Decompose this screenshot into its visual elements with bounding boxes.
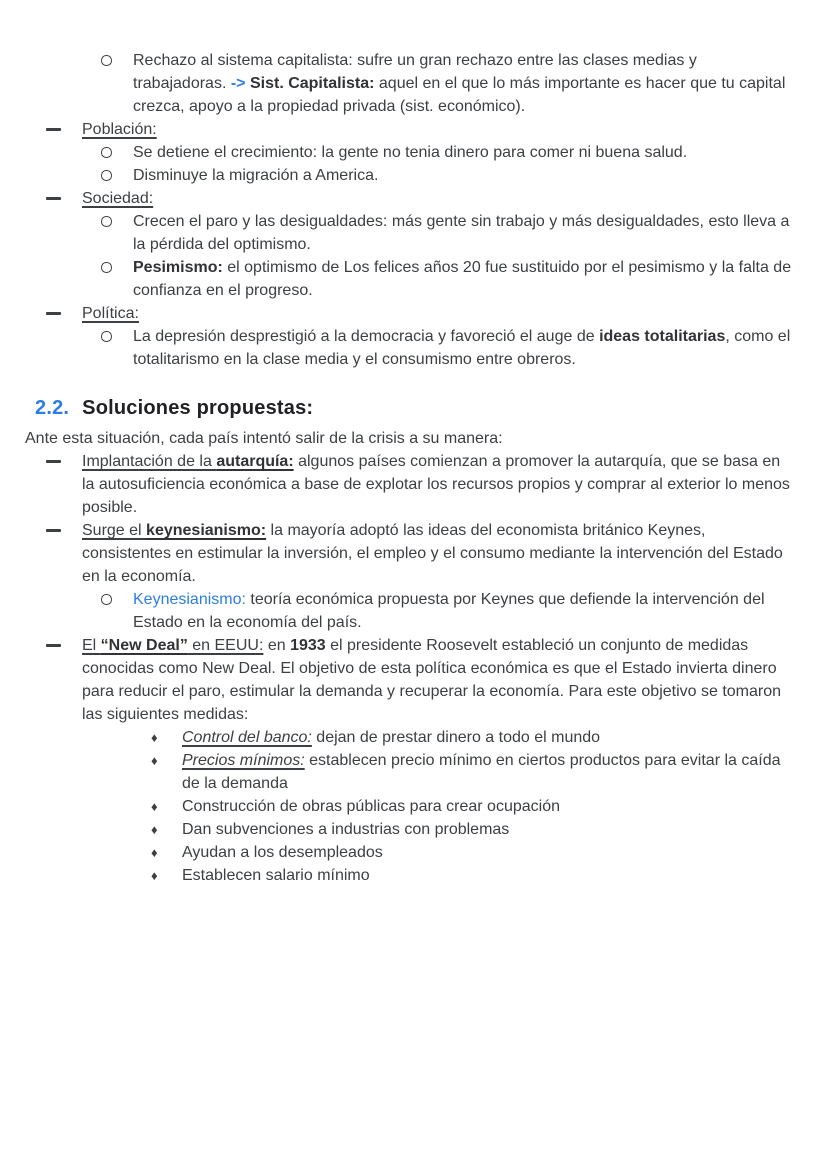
circle-bullet-icon <box>101 216 112 227</box>
text-segment: Rechazo al sistema capitalista: sufre un gran rechazo entre las clases medias y trabajadoras. <box>133 52 697 92</box>
text-segment: aquel en el que lo más importante es hacer que tu capital crezca, apoyo a la propiedad privada (sist. económico). <box>133 75 786 115</box>
text-segment: Precios mínimos: <box>182 752 305 769</box>
list-item-text <box>82 634 793 726</box>
dash-bullet-icon <box>46 644 61 647</box>
text-segment: la mayoría adoptó las ideas del economista británico Keynes, consistentes en estimular la inversión, el empleo y el consumo mediante la intervención del Estado en la economía. <box>82 522 783 585</box>
list-item-text <box>133 141 793 164</box>
heading-number: 2.2. <box>35 397 70 419</box>
dash-bullet-icon <box>46 529 61 532</box>
list-item <box>0 519 793 588</box>
text-segment: -> <box>230 75 250 92</box>
list-item-text <box>133 588 793 634</box>
diamond-bullet-icon: ♦ <box>151 799 158 814</box>
paragraph <box>0 427 793 450</box>
list-item <box>0 118 793 141</box>
text-segment: Control del banco: <box>182 729 312 746</box>
list-item <box>0 841 793 864</box>
list-item-text <box>182 841 793 864</box>
list-item-text <box>133 164 793 187</box>
list-item-text <box>182 818 793 841</box>
dash-bullet-icon <box>46 197 61 200</box>
diamond-bullet-icon: ♦ <box>151 868 158 883</box>
list-item-text <box>82 187 793 210</box>
list-item <box>0 164 793 187</box>
list-item <box>0 49 793 118</box>
text-segment: La depresión desprestigió a la democracia y favoreció el auge de <box>133 328 600 345</box>
list-item-text <box>182 749 793 795</box>
list-item <box>0 187 793 210</box>
list-item-text <box>133 325 793 371</box>
text-segment: Crecen el paro y las desigualdades: más gente sin trabajo y más desigualdades, esto lleva a la pérdida del optimismo. <box>133 213 790 253</box>
text-segment: ideas totalitarias <box>599 328 726 345</box>
text-segment: Implantación de la <box>82 453 217 470</box>
text-segment: Surge el <box>82 522 147 539</box>
circle-bullet-icon <box>101 331 112 342</box>
text-segment: “New Deal” <box>100 637 188 654</box>
text-segment: 1933 <box>290 637 326 654</box>
text-segment: en EEUU: <box>187 637 264 654</box>
list-item <box>0 749 793 795</box>
text-segment: algunos países comienzan a promover la autarquía, que se basa en la autosuficiencia económica a base de explotar los recursos propios y comprar al exterior lo menos posible. <box>82 453 790 516</box>
list-item-text <box>182 726 793 749</box>
circle-bullet-icon <box>101 170 112 181</box>
text-segment: el presidente Roosevelt estableció un conjunto de medidas conocidas como New Deal. El objetivo de esta política económica es que el Estado invierta dinero para reducir el paro, estimular la demanda y recuperar la economía. Para este objetivo se tomaron las siguientes medidas: <box>82 637 782 723</box>
text-segment: Pesimismo: <box>133 259 223 276</box>
circle-bullet-icon <box>101 262 112 273</box>
section-heading <box>0 393 793 423</box>
text-segment: autarquía: <box>216 453 294 470</box>
text-segment: El <box>82 637 101 654</box>
list-item <box>0 302 793 325</box>
list-item <box>0 450 793 519</box>
list-item-text <box>133 256 793 302</box>
list-item-text <box>182 864 793 887</box>
list-item <box>0 141 793 164</box>
text-segment: Sist. Capitalista: <box>249 75 375 92</box>
text-segment: Dan subvenciones a industrias con problemas <box>182 821 510 838</box>
diamond-bullet-icon: ♦ <box>151 753 158 768</box>
text-segment: teoría económica propuesta por Keynes que defiende la intervención del Estado en la economía del país. <box>133 591 765 631</box>
list-item-text <box>182 795 793 818</box>
diamond-bullet-icon: ♦ <box>151 730 158 745</box>
list-item-text <box>82 450 793 519</box>
list-item <box>0 864 793 887</box>
text-segment: Keynesianismo: <box>133 591 246 608</box>
text-segment: establecen precio mínimo en ciertos productos para evitar la caída de la demanda <box>182 752 781 792</box>
dash-bullet-icon <box>46 128 61 131</box>
text-segment: Construcción de obras públicas para crear ocupación <box>182 798 560 815</box>
text-segment: Se detiene el crecimiento: la gente no tenia dinero para comer ni buena salud. <box>133 144 688 161</box>
text-segment: Disminuye la migración a America. <box>133 167 379 184</box>
list-item <box>0 256 793 302</box>
list-item-text <box>133 49 793 118</box>
text-segment: Sociedad: <box>82 190 154 207</box>
circle-bullet-icon <box>101 147 112 158</box>
text-segment: en <box>263 637 291 654</box>
circle-bullet-icon <box>101 55 112 66</box>
text-segment: dejan de prestar dinero a todo el mundo <box>311 729 601 746</box>
text-segment: Ayudan a los desempleados <box>182 844 383 861</box>
list-item-text <box>82 519 793 588</box>
text-segment: Ante esta situación, cada país intentó salir de la crisis a su manera: <box>25 430 503 447</box>
circle-bullet-icon <box>101 594 112 605</box>
list-item <box>0 325 793 371</box>
text-segment: Política: <box>82 305 139 322</box>
list-item <box>0 726 793 749</box>
document-body <box>0 49 793 887</box>
list-item-text <box>82 302 793 325</box>
text-segment: el optimismo de Los felices años 20 fue sustituido por el pesimismo y la falta de confianza en el progreso. <box>133 259 792 299</box>
text-segment: Establecen salario mínimo <box>182 867 370 884</box>
list-item <box>0 795 793 818</box>
list-item <box>0 588 793 634</box>
dash-bullet-icon <box>46 312 61 315</box>
diamond-bullet-icon: ♦ <box>151 845 158 860</box>
text-segment: , como el totalitarismo en la clase media y el consumismo entre obreros. <box>133 328 791 368</box>
list-item-text <box>82 118 793 141</box>
diamond-bullet-icon: ♦ <box>151 822 158 837</box>
text-segment: keynesianismo: <box>146 522 267 539</box>
text-segment: Población: <box>82 121 157 138</box>
list-item <box>0 818 793 841</box>
list-item-text <box>133 210 793 256</box>
heading-title: Soluciones propuestas: <box>82 397 314 419</box>
dash-bullet-icon <box>46 460 61 463</box>
list-item <box>0 210 793 256</box>
list-item <box>0 634 793 726</box>
